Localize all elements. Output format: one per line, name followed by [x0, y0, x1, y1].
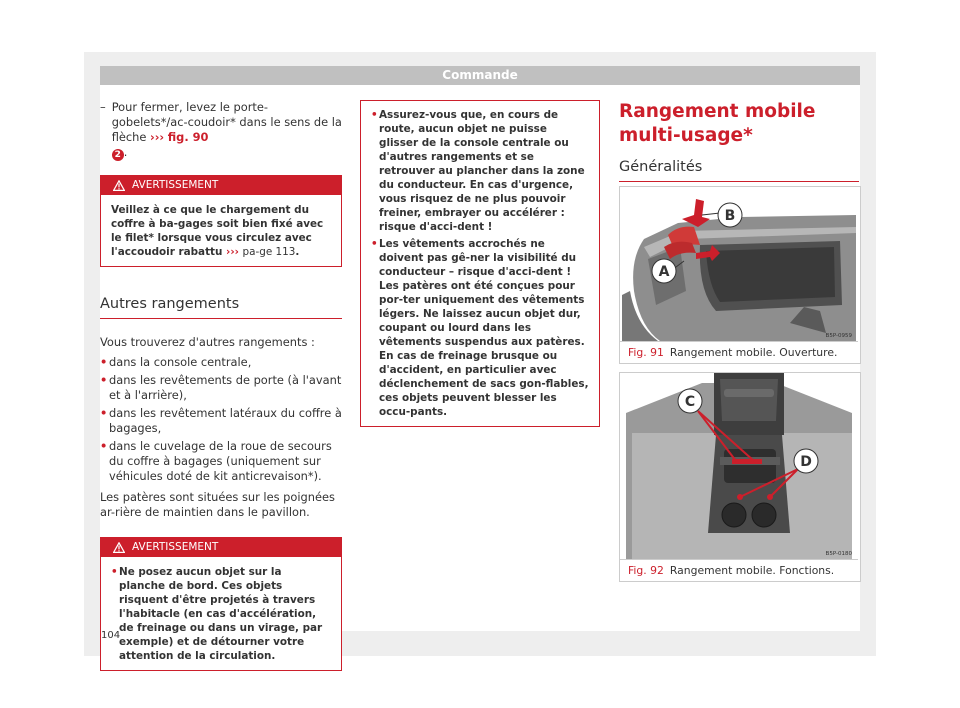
list-item: • dans la console centrale, [100, 355, 252, 369]
caption-text: Rangement mobile. Ouverture. [669, 346, 838, 359]
list-item: • dans les revêtements de porte (à l'avant et à l'arrière), [100, 373, 342, 402]
warning-text [361, 101, 599, 426]
arrow-marker: ››› [226, 246, 239, 258]
armrest-functions-illustration [620, 373, 858, 559]
figure-ref-link[interactable]: fig. 90 [167, 130, 209, 144]
bullet-icon: • [371, 109, 378, 121]
warning-label: AVERTISSEMENT [132, 179, 219, 191]
bullet-icon: • [100, 406, 108, 420]
page-ref-link[interactable]: pa-ge 113 [242, 246, 296, 258]
figure-caption [620, 341, 858, 362]
caption-text: Rangement mobile. Fonctions. [669, 564, 835, 577]
warning-header [101, 538, 341, 557]
warning-label: AVERTISSEMENT [132, 541, 219, 553]
callout-number: 2 [112, 149, 124, 161]
column-right [619, 100, 859, 182]
image-code: B5P-0180 [825, 551, 852, 557]
page-number: 104 [101, 630, 121, 641]
warning-text [101, 557, 341, 670]
bullet-icon: • [111, 566, 118, 578]
figure-92 [619, 372, 861, 582]
instruction-text: Pour fermer, levez le porte-gobelets*/ac-coudoir* dans le sens de la flèche ››› fig. 90 2 . [111, 100, 342, 160]
warning-header [101, 176, 341, 195]
bullet-icon: • [100, 355, 108, 369]
callout-label-d: D [800, 454, 812, 470]
list-item: • Assurez-vous que, en cours de route, aucun objet ne puisse glisser de la console centrale ou d'autres rangements et se retrouver au plancher dans la zone du conducteur. En cas d'urgence, vous risquez de ne plus pouvoir freiner, embrayer ou accélérer : risque d'acci-dent ! [371, 109, 585, 233]
callout-label-b: B [724, 208, 736, 224]
list-item: • Les vêtements accrochés ne doivent pas gê-ner la visibilité du conducteur – risque d'acci-dent ! Les patères ont été conçues pour por-ter uniquement des vêtements légers. Ne laissez aucun objet dur, coupant ou lourd dans les vêtements suspendus aux patères. En cas de freinage brusque ou d'accident, en particulier avec déclenchement de sacs gon-flables, ces objets peuvent blesser les occu-pants. [371, 238, 589, 418]
section-subtitle: Généralités [619, 160, 859, 182]
figure-number: Fig. 92 [628, 564, 664, 577]
figure-number: Fig. 91 [628, 346, 664, 359]
warning-box [100, 537, 342, 671]
armrest-open-illustration [620, 187, 858, 341]
callout-label-c: C [684, 394, 696, 410]
section-title: Autres rangements [100, 297, 342, 319]
bullet-icon: • [100, 373, 108, 387]
figure-caption [620, 559, 858, 580]
dash-marker: – [100, 100, 106, 114]
list-item: • dans le cuvelage de la roue de secours du coffre à bagages (uniquement sur véhicules doté de kit anticrevaison*). [100, 439, 332, 483]
hooks-paragraph: Les patères sont situées sur les poignées ar-rière de maintien dans le pavillon. [100, 490, 335, 519]
warning-box [100, 175, 342, 267]
chapter-header: Commande [100, 66, 860, 85]
arrow-marker: ››› [150, 130, 165, 144]
warning-text: Veillez à ce que le chargement du coffre à ba-gages soit bien fixé avec le filet* lorsque vous circulez avec l'accoudoir rabattu ››› pa-ge 113. [111, 204, 324, 258]
bullet-icon: • [371, 238, 378, 250]
callout-label-a: A [658, 264, 670, 280]
page-title: Rangement mobile multi-usage* [619, 101, 816, 146]
list-item: • dans les revêtement latéraux du coffre à bagages, [100, 406, 342, 435]
warning-continuation-box [360, 100, 600, 427]
bullet-icon: • [100, 439, 108, 453]
column-middle [360, 100, 600, 427]
intro-text: Vous trouverez d'autres rangements : [100, 335, 315, 349]
storage-list [100, 355, 342, 484]
instruction-step [100, 100, 342, 161]
figure-91 [619, 186, 861, 364]
warning-triangle-icon [113, 180, 125, 191]
list-item: • Ne posez aucun objet sur la planche de bord. Ces objets risquent d'être projetés à travers l'habitacle (en cas d'accélération, de freinage ou dans un virage, par exemple) et de détourner votre attention de la circulation. [111, 566, 323, 662]
warning-triangle-icon [113, 542, 125, 553]
column-left [100, 100, 342, 671]
image-code: B5P-0959 [825, 333, 852, 339]
